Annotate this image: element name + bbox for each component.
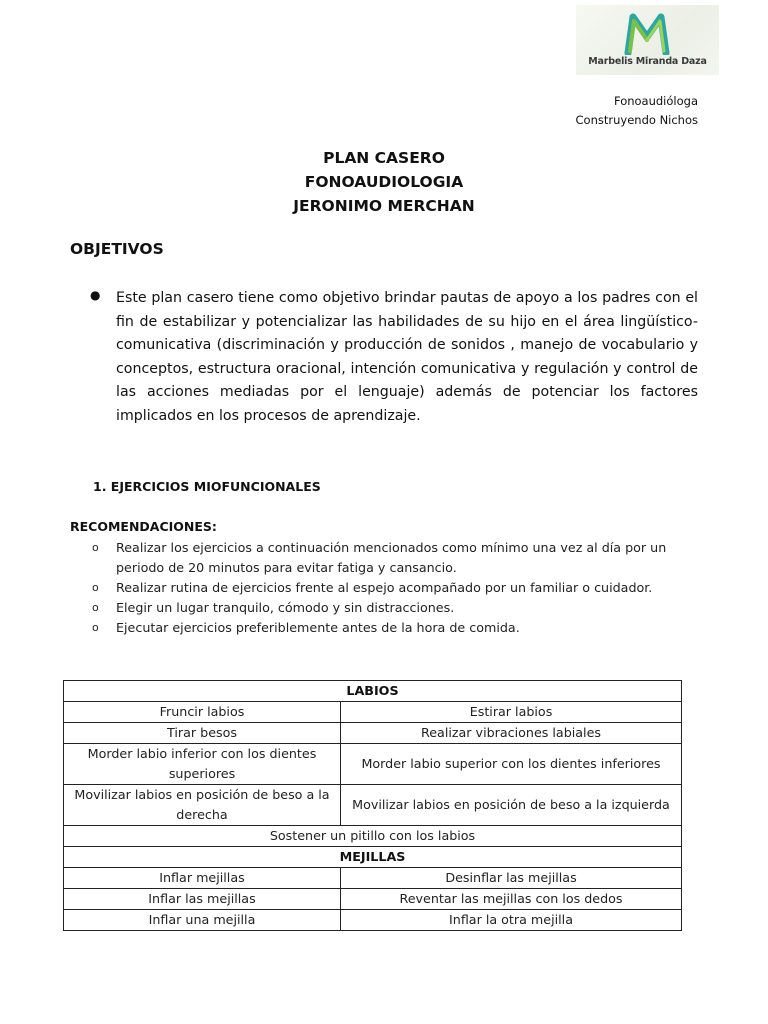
list-item: o Elegir un lugar tranquilo, cómodo y sin distracciones.	[90, 598, 702, 618]
objectives-heading: OBJETIVOS	[70, 240, 164, 258]
list-item: o Realizar los ejercicios a continuación mencionados como mínimo una vez al día por un periodo de 20 minutos para evitar fatiga y cansancio.	[92, 540, 667, 575]
labios-header: LABIOS	[64, 681, 682, 702]
table-cell: Sostener un pitillo con los labios	[64, 826, 682, 847]
table-row	[64, 785, 682, 826]
recommendations-heading: RECOMENDACIONES:	[70, 519, 217, 534]
table-row	[64, 826, 682, 847]
header-profession: Fonoaudióloga	[613, 94, 698, 108]
table-cell: Desinflar las mejillas	[341, 868, 682, 889]
m-letter-logo-icon	[624, 11, 670, 55]
exercises-table	[63, 680, 682, 931]
title-line-3: JERONIMO MERCHAN	[293, 197, 475, 215]
circle-bullet-icon: o	[92, 581, 99, 594]
table-cell: Realizar vibraciones labiales	[341, 723, 682, 744]
logo	[576, 5, 719, 75]
document-title	[0, 146, 768, 218]
table-row	[64, 889, 682, 910]
table-cell: Inflar la otra mejilla	[341, 910, 682, 931]
header-organization: Construyendo Nichos	[575, 113, 698, 127]
objectives-text: Este plan casero tiene como objetivo brindar pautas de apoyo a los padres con el fin de estabilizar y potencializar las habilidades de su hijo en el área lingüístico-comunicativa (discriminación y producción de sonidos , manejo de vocabulario y conceptos, estructura oracional, intención comunicativa y regulación y control de las acciones mediadas por el lenguaje) además de potenciar los factores implicados en los procesos de aprendizaje.	[116, 290, 698, 424]
table-row	[64, 681, 682, 702]
table-row	[64, 868, 682, 889]
title-line-2: FONOAUDIOLOGIA	[304, 173, 464, 191]
table-cell: Inflar las mejillas	[64, 889, 341, 910]
table-cell: Fruncir labios	[64, 702, 341, 723]
header-info	[576, 92, 698, 130]
mejillas-header: MEJILLAS	[64, 847, 682, 868]
table-row	[64, 744, 682, 785]
table-row	[64, 910, 682, 931]
table-cell: Tirar besos	[64, 723, 341, 744]
table-cell: Morder labio inferior con los dientes superiores	[64, 744, 341, 785]
bullet-dot-icon: ●	[90, 288, 101, 302]
table-cell: Morder labio superior con los dientes inferiores	[341, 744, 682, 785]
circle-bullet-icon: o	[92, 541, 99, 554]
circle-bullet-icon: o	[92, 601, 99, 614]
circle-bullet-icon: o	[92, 621, 99, 634]
table-cell: Reventar las mejillas con los dedos	[341, 889, 682, 910]
table-row	[64, 847, 682, 868]
table-cell: Movilizar labios en posición de beso a la izquierda	[341, 785, 682, 826]
table-cell: Inflar mejillas	[64, 868, 341, 889]
objectives-bullet	[90, 287, 698, 429]
list-item: o Ejecutar ejercicios preferiblemente antes de la hora de comida.	[90, 618, 702, 638]
recommendations-list	[90, 538, 702, 638]
table-row	[64, 702, 682, 723]
table-cell: Inflar una mejilla	[64, 910, 341, 931]
table-cell: Movilizar labios en posición de beso a la derecha	[64, 785, 341, 826]
section-1-heading: 1. EJERCICIOS MIOFUNCIONALES	[93, 479, 321, 494]
title-line-1: PLAN CASERO	[323, 149, 445, 167]
logo-name: Marbelis Miranda Daza	[588, 56, 707, 67]
table-row	[64, 723, 682, 744]
list-item: o Realizar rutina de ejercicios frente al espejo acompañado por un familiar o cuidador.	[90, 578, 702, 598]
table-cell: Estirar labios	[341, 702, 682, 723]
